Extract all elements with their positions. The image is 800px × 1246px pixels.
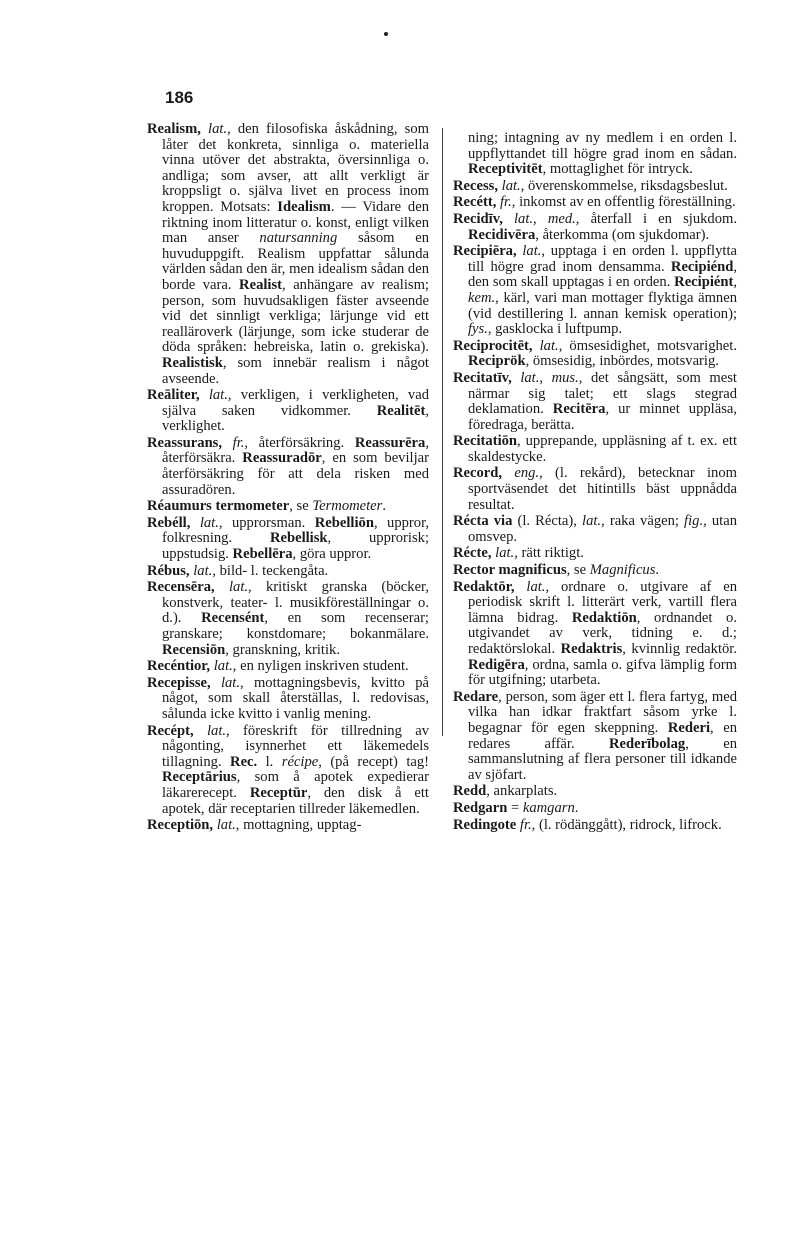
entry-label: kamgarn bbox=[522, 799, 575, 816]
entry-text: , återförsäkra. bbox=[162, 434, 429, 467]
entry-text: , upptaga i en orden l. uppflytta till högre grad inom densamma. bbox=[468, 243, 737, 275]
dictionary-entry bbox=[453, 514, 737, 545]
entry-text: , uppror, folkresning. bbox=[162, 514, 429, 547]
entry-headword: Redaktōr, bbox=[453, 578, 527, 595]
entry-text: . bbox=[382, 498, 386, 515]
entry-headword: Recépt, bbox=[147, 722, 207, 739]
dictionary-entry bbox=[147, 580, 429, 658]
entry-derived-term: Redaktiōn bbox=[571, 609, 637, 626]
entry-text: , ordnandet o. utgivandet av verk, tidning e. d.; redaktörslokal. bbox=[468, 609, 738, 657]
entry-text: , den disk å ett apotek, där receptarien tillreder läkemedlen. bbox=[162, 784, 429, 817]
page-number: 186 bbox=[165, 88, 194, 107]
entry-text: , en som beviljar återförsäkring för att dela risken med assuradören. bbox=[162, 450, 429, 498]
dictionary-entry bbox=[147, 818, 429, 834]
entry-derived-term: Recipiént bbox=[674, 274, 734, 291]
entry-headword: Recess, bbox=[453, 177, 502, 194]
entry-headword: Rector magnificus bbox=[453, 562, 567, 579]
entry-headword: Receptiōn, bbox=[147, 817, 217, 834]
dictionary-entry bbox=[453, 563, 737, 579]
entry-text: . — Vidare den riktning inom litteratur o. konst, enligt vilken man anser bbox=[162, 198, 430, 247]
entry-text: , ur minnet uppläsa, föredraga, berätta. bbox=[468, 401, 737, 433]
entry-text: (l. Récta), bbox=[512, 513, 583, 530]
entry-headword: Recéntior, bbox=[147, 658, 214, 675]
entry-label: lat. bbox=[495, 545, 515, 562]
entry-derived-term: Recensént bbox=[201, 610, 265, 627]
entry-text: , kärl, vari man mottager flyktiga ämnen (vid destillering l. annan kemisk operation); bbox=[468, 289, 737, 322]
entry-text: , överenskommelse, riksdagsbeslut. bbox=[520, 177, 728, 194]
entry-text: , en som recenserar; granskare; konstdomare; bokanmälare. bbox=[162, 610, 429, 642]
entry-text: , återkomma (om sjukdomar). bbox=[535, 226, 710, 243]
dictionary-entry bbox=[453, 371, 737, 433]
entry-derived-term: Redaktris bbox=[560, 641, 623, 657]
entry-label: lat. bbox=[539, 337, 559, 354]
entry-label: fys. bbox=[468, 321, 488, 338]
entry-text: , bbox=[533, 210, 548, 227]
entry-text: , ömsesidig, inbördes, motsvarig. bbox=[525, 353, 719, 370]
entry-derived-term: Rec. bbox=[230, 753, 258, 770]
entry-text: , som innebär realism i något avseende. bbox=[162, 354, 429, 387]
entry-text: , person, som äger ett l. flera fartyg, med vilka han idkar fraktfart såsom yrke l. begagnar för egen skeppning. bbox=[468, 688, 737, 736]
entry-label: lat. bbox=[208, 121, 228, 137]
entry-text: , det sångsätt, som mest närmar sig talet; ett slags stegrad deklamation. bbox=[468, 369, 737, 418]
entry-headword: Recensēra, bbox=[147, 579, 229, 596]
entry-text: , gasklocka i luftpump. bbox=[487, 321, 623, 338]
entry-headword: Reciprocitēt, bbox=[453, 337, 540, 354]
dictionary-entry bbox=[147, 436, 429, 498]
entry-text: , återfall i en sjukdom. bbox=[575, 210, 738, 227]
column-divider bbox=[442, 128, 443, 736]
entry-text: = bbox=[507, 799, 523, 816]
entry-text: , raka vägen; bbox=[601, 513, 685, 530]
entry-text: , bbox=[733, 274, 737, 291]
entry-text: , föreskrift för tillredning av någonting, isynnerhet ett läkemedels tillagning. bbox=[162, 722, 429, 770]
entry-label: lat. bbox=[216, 817, 236, 834]
dictionary-entry bbox=[453, 212, 737, 243]
entry-derived-term: Rebelliōn bbox=[314, 514, 374, 531]
dictionary-entry bbox=[147, 122, 429, 387]
entry-label: lat. bbox=[193, 562, 213, 579]
entry-text: , utan omsvep. bbox=[468, 513, 737, 545]
entry-headword: Réaumurs termometer bbox=[147, 498, 290, 515]
entry-text: ning; intagning av ny medlem i en orden l. uppflyttandet till högre grad inom en sådan. bbox=[468, 130, 737, 162]
entry-label: récipe bbox=[281, 753, 319, 770]
dictionary-entry bbox=[453, 818, 737, 834]
entry-label: Termometer bbox=[312, 498, 383, 515]
entry-label: fig. bbox=[684, 513, 704, 530]
entry-derived-term: Rebellēra bbox=[232, 546, 293, 563]
entry-derived-term: Rederi bbox=[667, 719, 711, 736]
dictionary-entry bbox=[453, 784, 737, 800]
entry-text: , (på recept) tag! bbox=[318, 753, 430, 770]
dictionary-entry bbox=[147, 724, 429, 818]
entry-text: , verklighet. bbox=[162, 402, 429, 435]
entry-headword: Realism, bbox=[147, 121, 209, 137]
entry-label: kem. bbox=[468, 289, 496, 306]
entry-label: lat. bbox=[501, 177, 521, 194]
entry-headword: Rébus, bbox=[147, 562, 194, 579]
entry-text: , rätt riktigt. bbox=[514, 545, 584, 562]
entry-derived-term: Redigēra bbox=[468, 656, 525, 673]
entry-headword: Rebéll, bbox=[147, 514, 200, 531]
entry-headword: Recipiēra, bbox=[453, 243, 523, 260]
dictionary-entry bbox=[147, 676, 429, 723]
dictionary-entry bbox=[453, 580, 737, 689]
entry-label: lat. bbox=[213, 658, 233, 675]
entry-label: fr. bbox=[500, 194, 512, 211]
entry-label: lat. bbox=[520, 369, 540, 386]
entry-text: , se bbox=[566, 562, 590, 579]
entry-text: såsom en huvuduppgift. Realism uppfattar sålunda världen sådan den är, men idealism sådan den borde vara. bbox=[162, 230, 429, 293]
entry-text: . bbox=[574, 799, 579, 816]
entry-headword: Recitatiōn bbox=[453, 433, 518, 450]
entry-derived-term: Reassurēra bbox=[354, 434, 426, 451]
entry-label: lat. bbox=[199, 514, 219, 531]
entry-text: verkligen, i verkligheten, vad själva saken vidkommer. bbox=[162, 387, 429, 419]
entry-headword: Reassurans, bbox=[147, 434, 233, 451]
entry-label: lat. bbox=[522, 243, 542, 260]
dictionary-entry bbox=[147, 564, 429, 580]
entry-headword: Record, bbox=[453, 465, 515, 482]
entry-text: , mottaglighet för intryck. bbox=[542, 161, 693, 178]
entry-label: lat. bbox=[220, 674, 240, 691]
dictionary-entry bbox=[453, 244, 737, 338]
entry-label: Magnificus bbox=[589, 562, 656, 579]
entry-text: , inkomst av en offentlig föreställning. bbox=[511, 194, 736, 211]
entry-headword: Redd bbox=[453, 783, 487, 800]
entry-text: , en sammanslutning af flera personer till idkande av sjöfart. bbox=[468, 735, 737, 783]
dictionary-entry bbox=[453, 434, 737, 465]
entry-derived-term: Receptārius bbox=[162, 769, 237, 786]
entry-headword: Redare bbox=[453, 688, 499, 705]
entry-derived-term: Rederībolag bbox=[608, 735, 686, 752]
dictionary-entry bbox=[453, 690, 737, 784]
entry-label: lat. bbox=[228, 579, 249, 596]
dictionary-entry bbox=[147, 659, 429, 675]
entry-label: fr. bbox=[519, 816, 532, 833]
entry-text: , kvinnlig redaktör. bbox=[622, 641, 737, 657]
entry-headword: Recétt, bbox=[453, 194, 500, 211]
right-column bbox=[453, 131, 737, 834]
entry-label: lat., bbox=[208, 387, 232, 404]
entry-text: , ordnare o. utgivare af en periodisk skrift l. litterärt verk, vartill flera lämna bidrag. bbox=[468, 578, 738, 626]
entry-headword: Recepisse, bbox=[147, 674, 221, 691]
dictionary-entry bbox=[453, 801, 737, 817]
entry-derived-term: Reassuradōr bbox=[242, 450, 322, 467]
entry-derived-term: Idealism bbox=[277, 198, 331, 215]
entry-derived-term: Recidivēra bbox=[468, 226, 536, 243]
entry-text: , anhängare av realism; person, som huvudsakligen fäster avseende vid det sinnligt verkliga; lärjunge vid ett realläroverk (lärjunge, som icke studerar de döda språken: hebreiska, latin o. grekiska). bbox=[162, 276, 429, 356]
entry-headword: Redingote bbox=[453, 816, 520, 833]
entry-text: , granskning, kritik. bbox=[225, 641, 340, 658]
dictionary-entry bbox=[147, 388, 429, 435]
entry-derived-term: Recitēra bbox=[552, 401, 606, 418]
entry-text: , se bbox=[289, 498, 313, 515]
entry-derived-term: Receptivitēt bbox=[468, 161, 543, 178]
entry-label: med. bbox=[547, 210, 576, 227]
entry-label: eng. bbox=[514, 465, 540, 482]
entry-headword: Recitatīv, bbox=[453, 369, 521, 386]
entry-derived-term: Realistisk bbox=[162, 354, 223, 371]
entry-text: , göra uppror. bbox=[292, 546, 372, 563]
entry-label: natursanning bbox=[259, 230, 338, 247]
entry-text: , ömsesidighet, motsvarighet. bbox=[558, 337, 737, 354]
entry-text: , återförsäkring. bbox=[244, 434, 355, 451]
entry-label: lat. bbox=[582, 513, 602, 530]
entry-text: , mottagning, upptag- bbox=[235, 817, 362, 834]
dictionary-entry bbox=[453, 131, 737, 178]
entry-text: , upprorisk; uppstudsig. bbox=[162, 530, 429, 563]
dictionary-entry bbox=[453, 546, 737, 562]
entry-label: lat. bbox=[513, 210, 534, 227]
entry-derived-term: Reciprök bbox=[468, 353, 526, 370]
entry-text: . bbox=[655, 562, 660, 579]
entry-text: , den som skall upptagas i en orden. bbox=[468, 258, 737, 291]
entry-text: , ordna, samla o. gifva lämplig form för utgifning; utarbeta. bbox=[468, 656, 737, 689]
entry-headword: Redgarn bbox=[453, 799, 508, 816]
entry-text: , en redares affär. bbox=[468, 719, 737, 752]
entry-text: , mottagningsbevis, kvitto på något, som skall återställas, l. redovisas, sålunda icke kvitto i vanlig mening. bbox=[162, 674, 429, 722]
entry-text: , bild- l. teckengåta. bbox=[212, 562, 329, 579]
entry-text: , (l. rekård), betecknar inom sportväsendet det hitintills bäst uppnådda resultat. bbox=[468, 465, 737, 513]
entry-derived-term: Recipiénd bbox=[670, 258, 734, 275]
entry-derived-term: Realist bbox=[239, 276, 283, 293]
entry-text: , bbox=[539, 369, 552, 386]
entry-derived-term: Realitēt bbox=[376, 402, 426, 419]
entry-text: , ankarplats. bbox=[486, 783, 558, 800]
entry-text: , upprorsman. bbox=[218, 514, 315, 531]
entry-text: , (l. rödänggått), ridrock, lifrock. bbox=[531, 816, 722, 833]
dictionary-entry bbox=[453, 339, 737, 370]
dictionary-entry bbox=[453, 195, 737, 211]
entry-label: mus. bbox=[551, 369, 579, 386]
entry-headword: Récta via bbox=[453, 513, 513, 530]
entry-text: , som å apotek expedierar läkarerecept. bbox=[162, 769, 429, 801]
entry-headword: Reāliter, bbox=[147, 387, 209, 404]
dictionary-entry bbox=[147, 499, 429, 515]
entry-text: l. bbox=[257, 753, 282, 770]
dictionary-entry bbox=[453, 466, 737, 513]
entry-headword: Recidīv, bbox=[453, 210, 514, 227]
entry-label: fr. bbox=[232, 434, 245, 451]
entry-text: , kritiskt granska (böcker, konstverk, teater- l. musikföreställningar o. d.). bbox=[162, 579, 429, 627]
entry-label: lat. bbox=[206, 722, 227, 739]
dictionary-entry bbox=[453, 179, 737, 195]
entry-text: , en nyligen inskriven student. bbox=[232, 658, 409, 675]
entry-derived-term: Rebellisk bbox=[269, 530, 328, 547]
entry-text: , den filosofiska åskådning, som låter det konkreta, sinnliga o. materiella vinna utöver det abstrakta, översinnliga o. andliga; som avser, att allt verkligt är kroppsligt o. själva livet en process inom kroppen. Motsats: bbox=[162, 121, 429, 215]
left-column bbox=[147, 122, 429, 835]
dictionary-entry bbox=[147, 516, 429, 563]
entry-label: lat. bbox=[526, 578, 546, 595]
entry-derived-term: Receptūr bbox=[249, 784, 308, 801]
entry-headword: Récte, bbox=[453, 545, 496, 562]
entry-text: , upprepande, uppläsning af t. ex. ett skaldestycke. bbox=[468, 433, 737, 465]
entry-derived-term: Recensiōn bbox=[162, 641, 226, 658]
page-mark-dot bbox=[384, 32, 388, 36]
